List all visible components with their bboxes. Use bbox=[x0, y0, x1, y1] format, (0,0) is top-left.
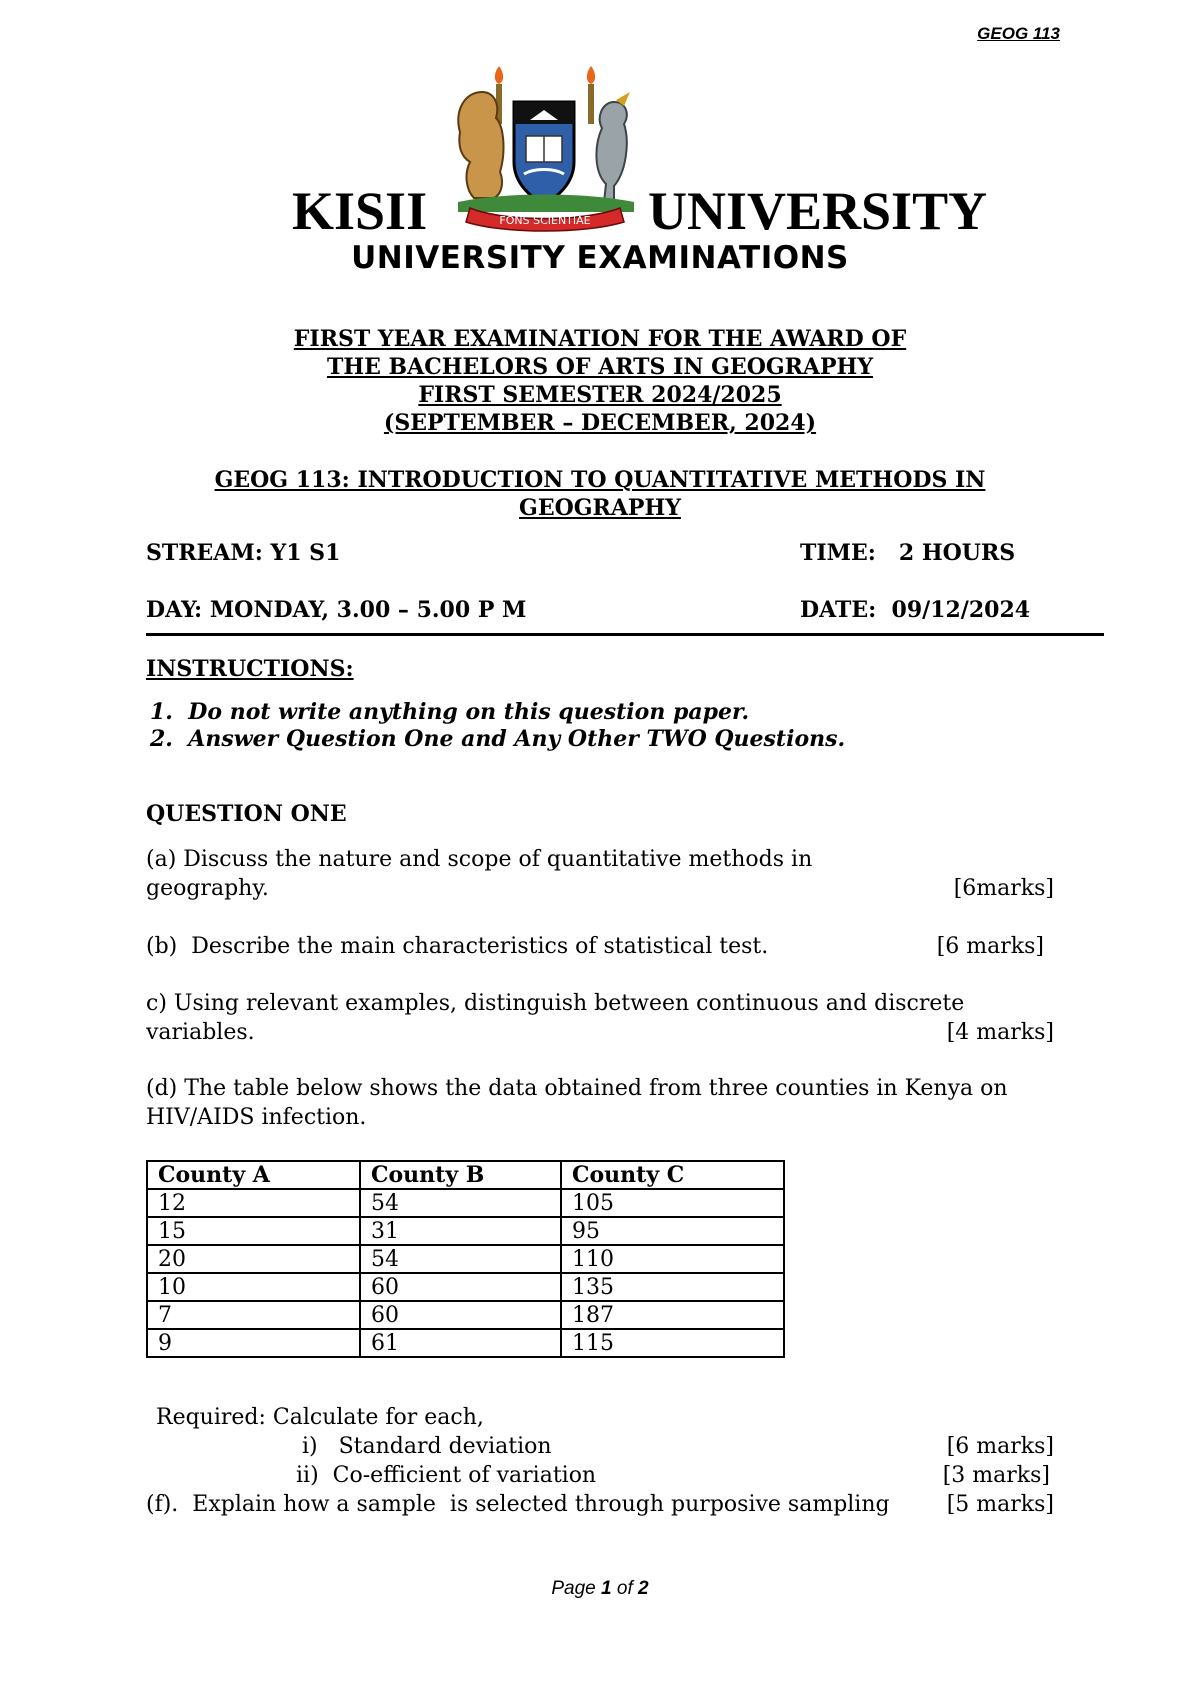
table-cell: 7 bbox=[147, 1301, 360, 1329]
required-line: Required: Calculate for each, bbox=[156, 1405, 484, 1430]
day-label: DAY: MONDAY, 3.00 – 5.00 P M bbox=[146, 597, 527, 623]
q1f-marks: [5 marks] bbox=[946, 1492, 1054, 1517]
table-header-row bbox=[147, 1161, 784, 1189]
table-cell: 61 bbox=[360, 1329, 561, 1357]
footer-page-number: 1 bbox=[601, 1578, 612, 1599]
instruction-item-2: 2. Answer Question One and Any Other TWO Questions. bbox=[150, 726, 846, 752]
university-name-left: KISII bbox=[292, 181, 428, 241]
q1b-text: (b) Describe the main characteristics of statistical test. bbox=[146, 934, 769, 959]
q1d-line-1: (d) The table below shows the data obtained from three counties in Kenya on bbox=[146, 1076, 1008, 1101]
table-cell: 10 bbox=[147, 1273, 360, 1301]
table-cell: 135 bbox=[561, 1273, 784, 1301]
header-course-code: GEOG 113 bbox=[977, 24, 1060, 43]
q1d-line-2: HIV/AIDS infection. bbox=[146, 1105, 367, 1130]
q1c-line-2: variables. bbox=[146, 1020, 255, 1045]
table-header-county-a: County A bbox=[147, 1161, 360, 1189]
table-cell: 15 bbox=[147, 1217, 360, 1245]
exams-heading: UNIVERSITY EXAMINATIONS bbox=[351, 240, 849, 276]
table-cell: 31 bbox=[360, 1217, 561, 1245]
university-name-right: UNIVERSITY bbox=[648, 181, 988, 241]
footer-page-word: Page bbox=[551, 1578, 596, 1599]
crest-motto-text: FONS SCIENTIAE bbox=[499, 214, 591, 227]
q1-part-i-text: i) Standard deviation bbox=[302, 1434, 552, 1459]
table-row bbox=[147, 1189, 784, 1217]
exam-title-line-1: FIRST YEAR EXAMINATION FOR THE AWARD OF bbox=[293, 326, 907, 352]
table-row bbox=[147, 1329, 784, 1357]
q1a-line-1: (a) Discuss the nature and scope of quantitative methods in bbox=[146, 847, 813, 872]
hiv-data-table bbox=[146, 1160, 785, 1358]
table-row bbox=[147, 1301, 784, 1329]
header-divider bbox=[146, 633, 1104, 636]
table-cell: 60 bbox=[360, 1301, 561, 1329]
university-crest-logo bbox=[444, 62, 644, 232]
footer-of-word: of bbox=[616, 1578, 633, 1599]
q1-part-ii-text: ii) Co-efficient of variation bbox=[296, 1463, 597, 1488]
q1c-marks: [4 marks] bbox=[946, 1020, 1054, 1045]
footer-page-total: 2 bbox=[638, 1578, 649, 1599]
table-cell: 187 bbox=[561, 1301, 784, 1329]
table-cell: 95 bbox=[561, 1217, 784, 1245]
table-cell: 12 bbox=[147, 1189, 360, 1217]
q1b-marks: [6 marks] bbox=[936, 934, 1044, 959]
table-cell: 110 bbox=[561, 1245, 784, 1273]
q1a-line-2: geography. bbox=[146, 876, 269, 901]
table-header-county-b: County B bbox=[360, 1161, 561, 1189]
q1f-text: (f). Explain how a sample is selected through purposive sampling bbox=[146, 1492, 890, 1517]
table-cell: 105 bbox=[561, 1189, 784, 1217]
stream-label: STREAM: Y1 S1 bbox=[146, 540, 341, 566]
course-title-line-1: GEOG 113: INTRODUCTION TO QUANTITATIVE METHODS IN bbox=[214, 467, 986, 493]
table-row bbox=[147, 1245, 784, 1273]
course-title-line-2: GEOGRAPHY bbox=[519, 495, 681, 521]
table-cell: 54 bbox=[360, 1189, 561, 1217]
instruction-item-1: 1. Do not write anything on this question paper. bbox=[150, 699, 750, 725]
question-one-heading: QUESTION ONE bbox=[146, 801, 347, 827]
time-label: TIME: 2 HOURS bbox=[800, 540, 1016, 566]
q1-part-ii-marks: [3 marks] bbox=[942, 1463, 1050, 1488]
table-header-county-c: County C bbox=[561, 1161, 784, 1189]
table-cell: 60 bbox=[360, 1273, 561, 1301]
exam-title-line-3: FIRST SEMESTER 2024/2025 bbox=[418, 382, 782, 408]
table-cell: 115 bbox=[561, 1329, 784, 1357]
page-footer bbox=[0, 1578, 1200, 1600]
table-cell: 20 bbox=[147, 1245, 360, 1273]
table-row bbox=[147, 1273, 784, 1301]
instructions-heading: INSTRUCTIONS: bbox=[146, 656, 354, 682]
q1-part-i-marks: [6 marks] bbox=[946, 1434, 1054, 1459]
table-row bbox=[147, 1217, 784, 1245]
q1c-line-1: c) Using relevant examples, distinguish between continuous and discrete bbox=[146, 991, 965, 1016]
table-cell: 9 bbox=[147, 1329, 360, 1357]
exam-title-line-4: (SEPTEMBER – DECEMBER, 2024) bbox=[383, 410, 817, 436]
q1a-marks: [6marks] bbox=[953, 876, 1054, 901]
table-cell: 54 bbox=[360, 1245, 561, 1273]
exam-title-line-2: THE BACHELORS OF ARTS IN GEOGRAPHY bbox=[326, 354, 874, 380]
date-label: DATE: 09/12/2024 bbox=[800, 597, 1031, 623]
